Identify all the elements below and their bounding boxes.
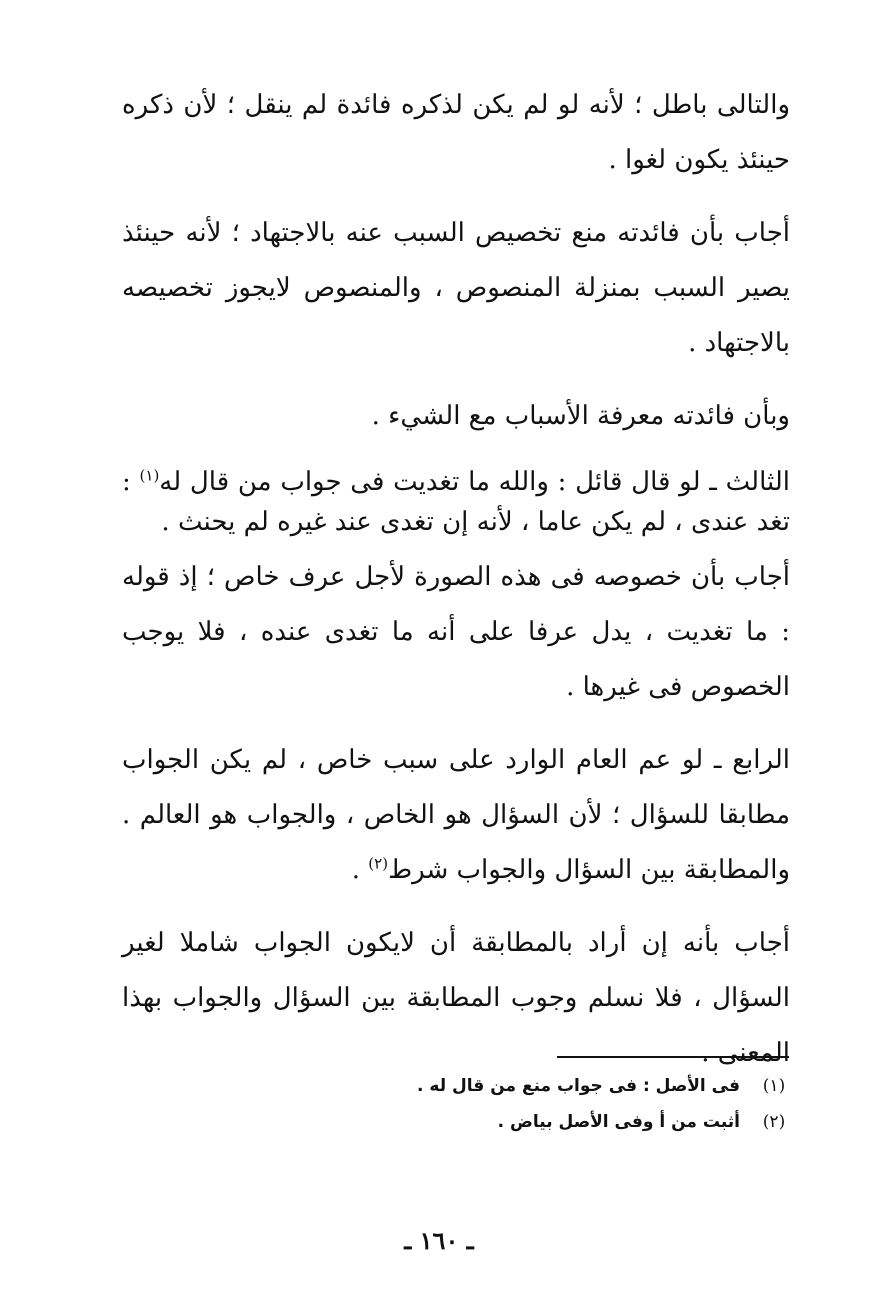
footnote-separator bbox=[557, 1056, 789, 1058]
third-argument-text-end: : تغد عندى ، لم يكن عاما ، لأنه إن تغدى عند غيره لم يحنث . bbox=[122, 467, 790, 537]
paragraph-3: وبأن فائدته معرفة الأسباب مع الشيء . bbox=[371, 401, 790, 431]
footnotes bbox=[300, 1068, 788, 1140]
footnote-ref-2: (٢) bbox=[368, 854, 389, 873]
footnote-number: (١) bbox=[762, 1076, 786, 1096]
main-text bbox=[122, 78, 790, 1099]
paragraph-answer-third: أجاب بأن خصوصه فى هذه الصورة لأجل عرف خاص ؛ إذ قوله : ما تغديت ، يدل عرفا على أنه ما تغدى عنده ، فلا يوجب الخصوص فى غيرها . bbox=[122, 562, 790, 702]
footnote-ref-1: (١) bbox=[139, 466, 160, 485]
fourth-argument-text: الرابع ـ لو عم العام الوارد على سبب خاص ، لم يكن الجواب مطابقا للسؤال ؛ لأن السؤال هو الخاص ، والجواب هو العالم . والمطابقة بين السؤال والجواب شرط bbox=[122, 745, 790, 885]
fourth-argument-text-end: . bbox=[351, 855, 369, 885]
footnote-text: فى الأصل : فى جواب منع من قال له . bbox=[417, 1076, 740, 1096]
page-number: ـ ١٦٠ ـ bbox=[404, 1226, 474, 1255]
paragraph-answer-fourth: أجاب بأنه إن أراد بالمطابقة أن لايكون الجواب شاملا لغير السؤال ، فلا نسلم وجوب المطابقة بين السؤال والجواب بهذا المعنى . bbox=[122, 928, 790, 1068]
footnote-text: أثبت من أ وفى الأصل بياض . bbox=[497, 1112, 740, 1132]
paragraph-fourth-argument bbox=[122, 733, 790, 898]
footnote-number: (٢) bbox=[762, 1112, 786, 1132]
third-argument-text: الثالث ـ لو قال قائل : والله ما تغديت فى جواب من قال له bbox=[159, 467, 790, 497]
paragraph-2: أجاب بأن فائدته منع تخصيص السبب عنه بالاجتهاد ؛ لأنه حينئذ يصير السبب بمنزلة المنصوص ، والمنصوص لايجوز تخصيصه بالاجتهاد . bbox=[122, 218, 790, 358]
footnote-2 bbox=[300, 1104, 788, 1140]
footnote-1 bbox=[300, 1068, 788, 1104]
paragraph-1: والتالى باطل ؛ لأنه لو لم يكن لذكره فائدة لم ينقل ؛ لأن ذكره حينئذ يكون لغوا . bbox=[122, 90, 790, 175]
paragraph-third-argument bbox=[122, 462, 790, 542]
